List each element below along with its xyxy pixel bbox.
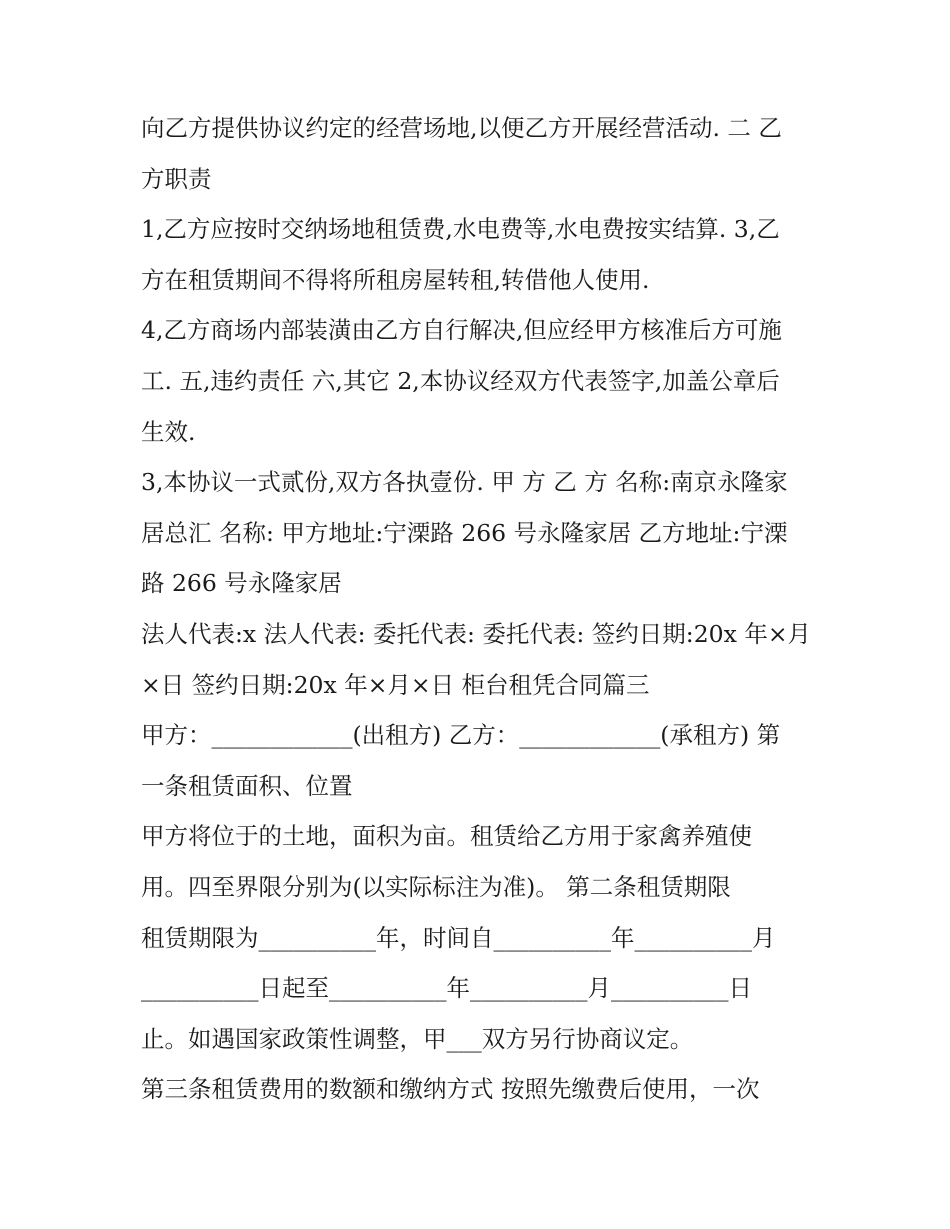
text-line: 甲方将位于的土地，面积为亩。租赁给乙方用于家禽养殖使: [141, 822, 752, 851]
text-line: 向乙方提供协议约定的经营场地,以便乙方开展经营活动. 二 乙: [141, 114, 782, 142]
text-line: 居总汇 名称: 甲方地址:宁溧路 266 号永隆家居 乙方地址:宁溧: [141, 518, 788, 547]
text-line: 生效.: [141, 417, 196, 446]
text-line: 1,乙方应按时交纳场地租赁费,水电费等,水电费按实结算. 3,乙: [141, 215, 780, 244]
text-line: 一条租赁面积、位置: [141, 771, 353, 800]
text-line: 3,本协议一式贰份,双方各执壹份. 甲 方 乙 方 名称:南京永隆家: [141, 468, 788, 497]
text-line: 工. 五,违约责任 六,其它 2,本协议经双方代表签字,加盖公章后: [141, 366, 780, 395]
text-line: 路 266 号永隆家居: [141, 569, 342, 598]
text-line: 用。四至界限分别为(以实际标注为准)。 第二条租赁期限: [141, 872, 731, 901]
text-line: 甲方：____________(出租方) 乙方：____________(承租方) 第: [141, 721, 781, 750]
text-line: 租赁期限为__________年，时间自__________年__________月: [141, 923, 776, 952]
text-line: 法人代表:x 法人代表: 委托代表: 委托代表: 签约日期:20x 年×月: [141, 619, 812, 648]
text-line: __________日起至__________年__________月__________日: [141, 974, 752, 1003]
text-line: 方职责: [141, 164, 212, 193]
text-line: 4,乙方商场内部装潢由乙方自行解决,但应经甲方核准后方可施: [141, 316, 782, 345]
text-line: 止。如遇国家政策性调整，甲___双方另行协商议定。: [141, 1024, 694, 1053]
text-line: 方在租赁期间不得将所租房屋转租,转借他人使用.: [141, 265, 650, 294]
text-line: ×日 签约日期:20x 年×月×日 柜台租凭合同篇三: [141, 670, 650, 699]
text-line: 第三条租赁费用的数额和缴纳方式 按照先缴费后使用，一次: [141, 1075, 760, 1104]
contract-text-body: [141, 103, 813, 1115]
